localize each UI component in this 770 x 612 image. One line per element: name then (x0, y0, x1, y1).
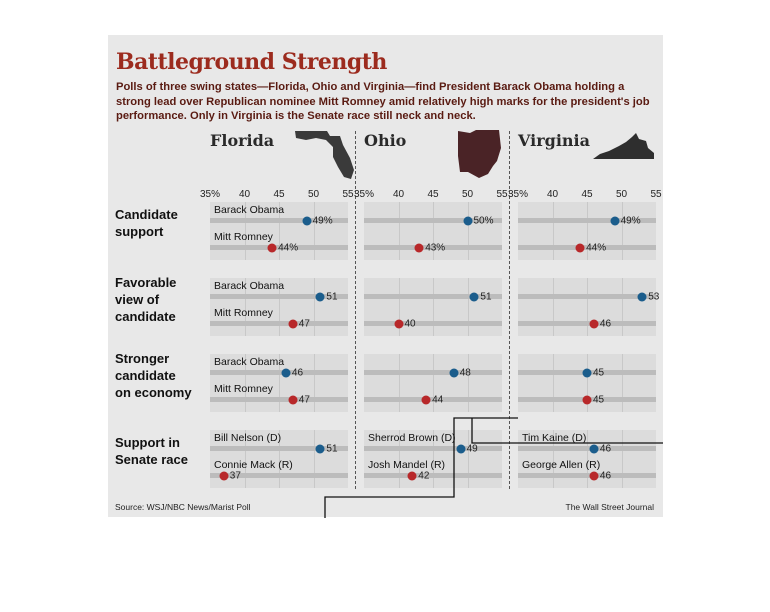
value-label: 49% (620, 215, 641, 226)
category-label-line: Senate race (115, 452, 188, 467)
value-label: 51 (326, 443, 338, 454)
candidate-name: Mitt Romney (214, 307, 273, 319)
x-tick-label: 50 (307, 189, 320, 200)
value-label: 46 (599, 443, 612, 454)
candidate-name: Tim Kaine (D) (522, 432, 587, 444)
x-tick-label: 50 (615, 189, 628, 200)
candidate-name: Barack Obama (214, 280, 285, 292)
x-tick-label: 35% (507, 189, 529, 200)
value-label: 44% (586, 242, 607, 253)
value-label: 46 (599, 470, 612, 481)
category-label-line: Support in (115, 435, 180, 450)
x-tick-label: 45 (581, 189, 593, 200)
source-note: Source: WSJ/NBC News/Marist Poll (115, 502, 251, 512)
candidate-name: Barack Obama (214, 204, 285, 216)
category-label-line: Stronger (115, 351, 170, 366)
category-label-line: candidate (115, 368, 176, 383)
value-label: 46 (599, 318, 612, 329)
value-label: 47 (298, 318, 310, 329)
publisher-credit: The Wall Street Journal (565, 502, 654, 512)
candidate-name: Josh Mandel (R) (368, 459, 446, 471)
value-label: 51 (480, 291, 492, 302)
candidate-name: George Allen (R) (522, 459, 601, 471)
candidate-name: Barack Obama (214, 356, 285, 368)
x-tick-label: 35% (199, 189, 221, 200)
chart-subtitle: Polls of three swing states—Florida, Ohio and Virginia—find President Barack Obama holding a strong lead over Republican nominee Mitt Romney amid relatively high marks for the president's job performance. Only in Virginia is the Senate race still neck and neck. (116, 81, 650, 122)
state-name-ohio: Ohio (364, 131, 407, 150)
candidate-name: Connie Mack (R) (214, 459, 293, 471)
value-label: 45 (593, 394, 605, 405)
category-label-line: on economy (115, 385, 192, 400)
value-label: 46 (291, 367, 304, 378)
overlay-line (472, 418, 663, 443)
category-label-line: Favorable (115, 275, 177, 290)
x-tick-label: 35% (353, 189, 375, 200)
category-label-line: candidate (115, 309, 176, 324)
x-tick-label: 40 (546, 189, 559, 200)
category-label-line: view of (115, 292, 160, 307)
x-tick-label: 45 (273, 189, 285, 200)
value-label: 43% (425, 242, 446, 253)
candidate-name: Mitt Romney (214, 383, 273, 395)
value-label: 45 (593, 367, 605, 378)
value-label: 48 (459, 367, 471, 378)
x-tick-label: 55 (496, 189, 508, 200)
candidate-name: Mitt Romney (214, 231, 273, 243)
x-tick-label: 40 (238, 189, 251, 200)
value-label: 44 (432, 394, 444, 405)
state-name-florida: Florida (210, 131, 275, 150)
x-tick-label: 55 (650, 189, 662, 200)
value-label: 53 (648, 291, 660, 302)
value-label: 44% (278, 242, 299, 253)
x-tick-label: 40 (392, 189, 405, 200)
value-label: 47 (298, 394, 310, 405)
value-label: 50% (473, 215, 494, 226)
chart-title: Battleground Strength (116, 49, 387, 75)
x-tick-label: 55 (342, 189, 354, 200)
category-label-line: Candidate (115, 207, 178, 222)
candidate-name: Bill Nelson (D) (214, 432, 282, 444)
value-label: 49 (466, 443, 478, 454)
value-label: 37 (229, 470, 241, 481)
overlay-line (325, 418, 518, 518)
category-label-line: support (115, 224, 164, 239)
state-name-virginia: Virginia (518, 131, 590, 150)
value-label: 49% (312, 215, 333, 226)
value-label: 40 (404, 318, 416, 329)
candidate-name: Sherrod Brown (D) (368, 432, 456, 444)
x-tick-label: 50 (461, 189, 474, 200)
value-label: 51 (326, 291, 338, 302)
value-label: 42 (418, 470, 430, 481)
x-tick-label: 45 (427, 189, 439, 200)
